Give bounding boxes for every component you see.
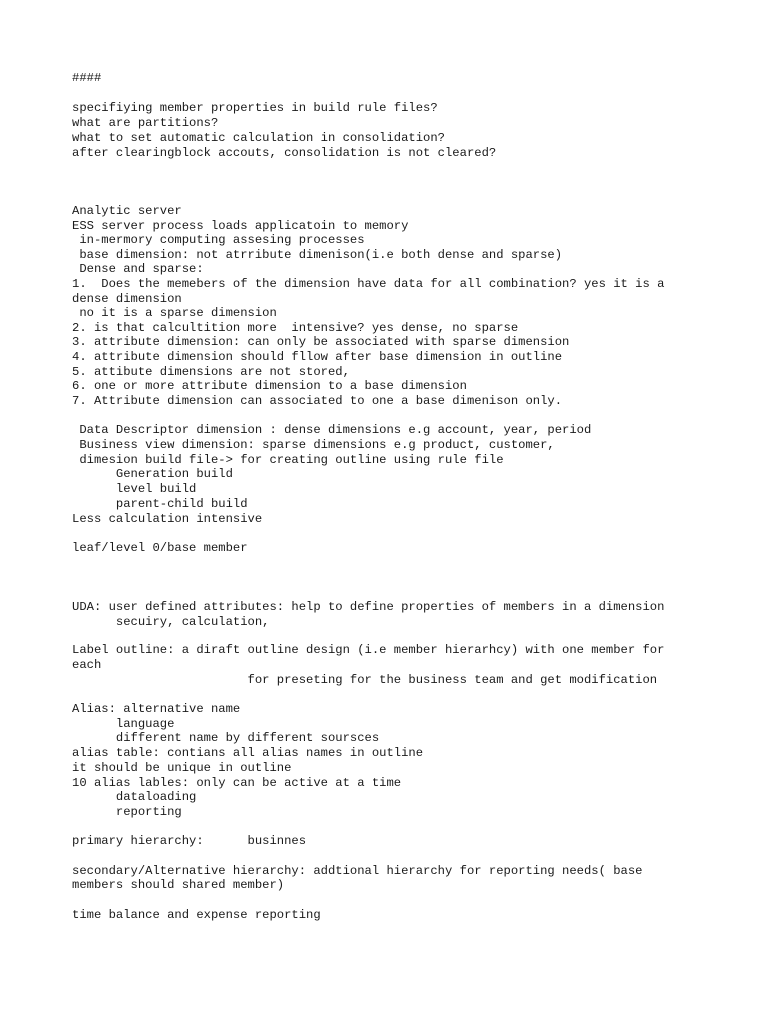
text-line: 1. Does the memebers of the dimension have data for all combination? yes it is a	[72, 277, 665, 291]
text-line: Analytic server	[72, 204, 182, 218]
text-line: Label outline: a diraft outline design (i.e member hierarhcy) with one member for	[72, 643, 665, 657]
text-line: Generation build	[72, 467, 233, 481]
text-line: reporting	[72, 805, 182, 819]
text-line: 10 alias lables: only can be active at a time	[72, 776, 402, 790]
text-line: 2. is that calcultition more intensive? yes dense, no sparse	[72, 321, 519, 335]
text-line: time balance and expense reporting	[72, 908, 321, 922]
text-line: UDA: user defined attributes: help to define properties of members in a dimension	[72, 600, 665, 614]
text-line: each	[72, 658, 102, 672]
text-line: base dimension: not atrribute dimenison(i.e both dense and sparse)	[72, 248, 563, 262]
text-line: no it is a sparse dimension	[72, 306, 277, 320]
text-line: primary hierarchy: businnes	[72, 834, 307, 848]
text-line: 5. attibute dimensions are not stored,	[72, 365, 350, 379]
text-line: 4. attribute dimension should fllow after base dimension in outline	[72, 350, 563, 364]
text-line: alias table: contians all alias names in outline	[72, 746, 424, 760]
text-line: dimesion build file-> for creating outline using rule file	[72, 453, 504, 467]
text-line: dense dimension	[72, 292, 182, 306]
text-line: Alias: alternative name	[72, 702, 241, 716]
text-line: after clearingblock accouts, consolidation is not cleared?	[72, 146, 497, 160]
text-line: secondary/Alternative hierarchy: addtional hierarchy for reporting needs( base	[72, 864, 643, 878]
text-line: 7. Attribute dimension can associated to one a base dimenison only.	[72, 394, 563, 408]
text-line: 6. one or more attribute dimension to a base dimension	[72, 379, 467, 393]
text-line: Data Descriptor dimension : dense dimensions e.g account, year, period	[72, 423, 592, 437]
text-line: ESS server process loads applicatoin to memory	[72, 219, 409, 233]
text-line: what to set automatic calculation in consolidation?	[72, 131, 445, 145]
text-line: for preseting for the business team and get modification	[72, 673, 658, 687]
text-line: leaf/level 0/base member	[72, 541, 248, 555]
text-line: dataloading	[72, 790, 197, 804]
text-line: different name by different soursces	[72, 731, 380, 745]
text-line: secuiry, calculation,	[72, 615, 270, 629]
text-line: in-mermory computing assesing processes	[72, 233, 365, 247]
text-line: 3. attribute dimension: can only be associated with sparse dimension	[72, 335, 570, 349]
text-line: Dense and sparse:	[72, 262, 204, 276]
text-line: specifiying member properties in build rule files?	[72, 101, 438, 115]
text-line: it should be unique in outline	[72, 761, 292, 775]
text-line: members should shared member)	[72, 878, 285, 892]
text-line: level build	[72, 482, 197, 496]
text-line: language	[72, 717, 175, 731]
text-line: ####	[72, 71, 102, 85]
text-line: Business view dimension: sparse dimensions e.g product, customer,	[72, 438, 555, 452]
text-line: Less calculation intensive	[72, 512, 263, 526]
text-line: what are partitions?	[72, 116, 219, 130]
text-line: parent-child build	[72, 497, 248, 511]
